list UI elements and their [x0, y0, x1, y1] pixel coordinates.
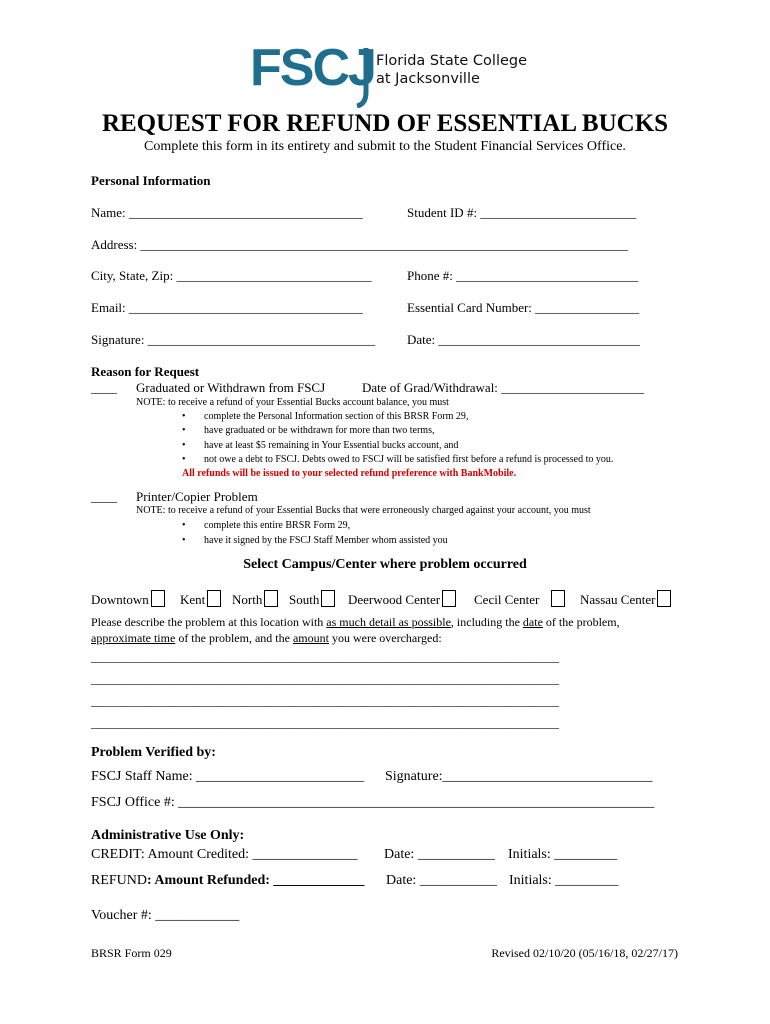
- refund-label: REFUND: [91, 873, 148, 888]
- name-field[interactable]: Name: ____________________________________: [91, 205, 363, 220]
- signature-field[interactable]: Signature: ___________________________________: [91, 332, 376, 347]
- instruction-text: Please describe the problem at this location with: [91, 615, 327, 629]
- refund-amount-blank: : Amount Refunded: _____________: [147, 873, 365, 888]
- instruction-text: of the problem, and the: [175, 631, 293, 645]
- graduated-blank[interactable]: ____: [91, 380, 117, 395]
- refund-preference-notice: All refunds will be issued to your selected refund preference with BankMobile.: [182, 468, 517, 479]
- graduated-option-label: Graduated or Withdrawn from FSCJ: [136, 380, 326, 395]
- admin-heading: Administrative Use Only:: [91, 828, 245, 843]
- college-name: [376, 52, 527, 88]
- campus-option-deerwood[interactable]: [348, 590, 456, 608]
- form-number: BRSR Form 029: [91, 946, 172, 960]
- college-name-line2: at Jacksonville: [376, 71, 480, 87]
- instruction-emphasis: amount: [292, 631, 329, 645]
- campus-label: Deerwood Center: [348, 592, 441, 607]
- checkbox[interactable]: [207, 590, 221, 607]
- printer-option-label: Printer/Copier Problem: [136, 489, 258, 504]
- campus-label: Downtown: [91, 592, 149, 607]
- printer-bullet: • complete this entire BRSR Form 29,: [204, 520, 350, 531]
- instruction-text: you were overcharged:: [328, 631, 442, 645]
- campus-label: Nassau Center: [580, 592, 656, 607]
- grad-date-field[interactable]: Date of Grad/Withdrawal: ______________________: [362, 380, 645, 395]
- date-field[interactable]: Date: _______________________________: [407, 332, 640, 347]
- instruction-text: , including the: [450, 615, 523, 629]
- checkbox[interactable]: [442, 590, 456, 607]
- graduated-bullet: • have graduated or be withdrawn for more than two terms,: [204, 425, 434, 436]
- credit-date-field[interactable]: Date: ___________: [384, 847, 495, 862]
- logo-swoosh-icon: [355, 46, 369, 108]
- campus-option-kent[interactable]: [180, 590, 221, 608]
- campus-label: North: [232, 592, 263, 607]
- refund-date-field[interactable]: Date: ___________: [386, 873, 497, 888]
- college-name-line1: Florida State College: [376, 53, 528, 69]
- instruction-text: of the problem,: [542, 615, 620, 629]
- fscj-logo: FSCJ: [250, 39, 375, 97]
- credit-initials-field[interactable]: Initials: _________: [508, 847, 618, 862]
- printer-note: NOTE: to receive a refund of your Essential Bucks that were erroneously charged against your account, you must: [136, 505, 591, 516]
- printer-bullet: • have it signed by the FSCJ Staff Member whom assisted you: [204, 535, 448, 546]
- page-title: REQUEST FOR REFUND OF ESSENTIAL BUCKS: [101, 110, 669, 137]
- checkbox[interactable]: [151, 590, 165, 607]
- problem-description-line[interactable]: ______________________________________________________________________________: [91, 650, 559, 664]
- graduated-bullet: • complete the Personal Information section of this BRSR Form 29,: [204, 411, 468, 422]
- instruction-emphasis: date: [522, 615, 543, 629]
- problem-description-line[interactable]: ______________________________________________________________________________: [91, 694, 559, 708]
- verified-heading: Problem Verified by:: [91, 745, 216, 760]
- campus-heading: Select Campus/Center where problem occurred: [243, 557, 527, 572]
- page-subtitle: Complete this form in its entirety and submit to the Student Financial Services Office.: [144, 139, 626, 154]
- credit-amount-field[interactable]: CREDIT: Amount Credited: _______________: [91, 847, 358, 862]
- address-field[interactable]: Address: ___________________________________________________________________________: [91, 237, 628, 252]
- staff-name-field[interactable]: FSCJ Staff Name: ________________________: [91, 769, 365, 784]
- student-id-field[interactable]: Student ID #: ________________________: [407, 205, 637, 220]
- city-state-zip-field[interactable]: City, State, Zip: ______________________________: [91, 268, 372, 283]
- refund-amount-field[interactable]: [91, 873, 364, 889]
- revision-date: Revised 02/10/20 (05/16/18, 02/27/17): [491, 946, 678, 960]
- checkbox[interactable]: [657, 590, 671, 607]
- campus-label: Cecil Center: [474, 592, 540, 607]
- email-field[interactable]: Email: ____________________________________: [91, 300, 363, 315]
- campus-option-cecil[interactable]: [474, 590, 565, 608]
- checkbox[interactable]: [551, 590, 565, 607]
- campus-option-downtown[interactable]: [91, 590, 165, 608]
- problem-description-line[interactable]: ______________________________________________________________________________: [91, 716, 559, 730]
- office-field[interactable]: FSCJ Office #: ____________________________________________________________________: [91, 795, 655, 810]
- phone-field[interactable]: Phone #: ____________________________: [407, 268, 639, 283]
- campus-label: South: [289, 592, 320, 607]
- checkbox[interactable]: [264, 590, 278, 607]
- problem-description-instructions: [91, 615, 620, 630]
- essential-card-field[interactable]: Essential Card Number: ________________: [407, 300, 640, 315]
- problem-description-instructions-2: [91, 631, 442, 646]
- instruction-emphasis: approximate time: [91, 631, 176, 645]
- printer-blank[interactable]: ____: [91, 489, 117, 504]
- voucher-field[interactable]: Voucher #: ____________: [91, 908, 240, 923]
- campus-label: Kent: [180, 592, 206, 607]
- staff-signature-field[interactable]: Signature:______________________________: [385, 769, 653, 784]
- graduated-bullet: • not owe a debt to FSCJ. Debts owed to FSCJ will be satisfied first before a refund is processed to you.: [204, 454, 613, 465]
- graduated-bullet: • have at least $5 remaining in Your Essential bucks account, and: [204, 440, 458, 451]
- refund-initials-field[interactable]: Initials: _________: [509, 873, 619, 888]
- campus-option-south[interactable]: [289, 590, 335, 608]
- reason-heading: Reason for Request: [91, 364, 200, 379]
- problem-description-line[interactable]: ______________________________________________________________________________: [91, 672, 559, 686]
- instruction-emphasis: as much detail as possible: [326, 615, 451, 629]
- graduated-note: NOTE: to receive a refund of your Essential Bucks account balance, you must: [136, 397, 449, 408]
- checkbox[interactable]: [321, 590, 335, 607]
- campus-option-north[interactable]: [232, 590, 278, 608]
- campus-option-nassau[interactable]: [580, 590, 671, 608]
- personal-info-heading: Personal Information: [91, 173, 211, 188]
